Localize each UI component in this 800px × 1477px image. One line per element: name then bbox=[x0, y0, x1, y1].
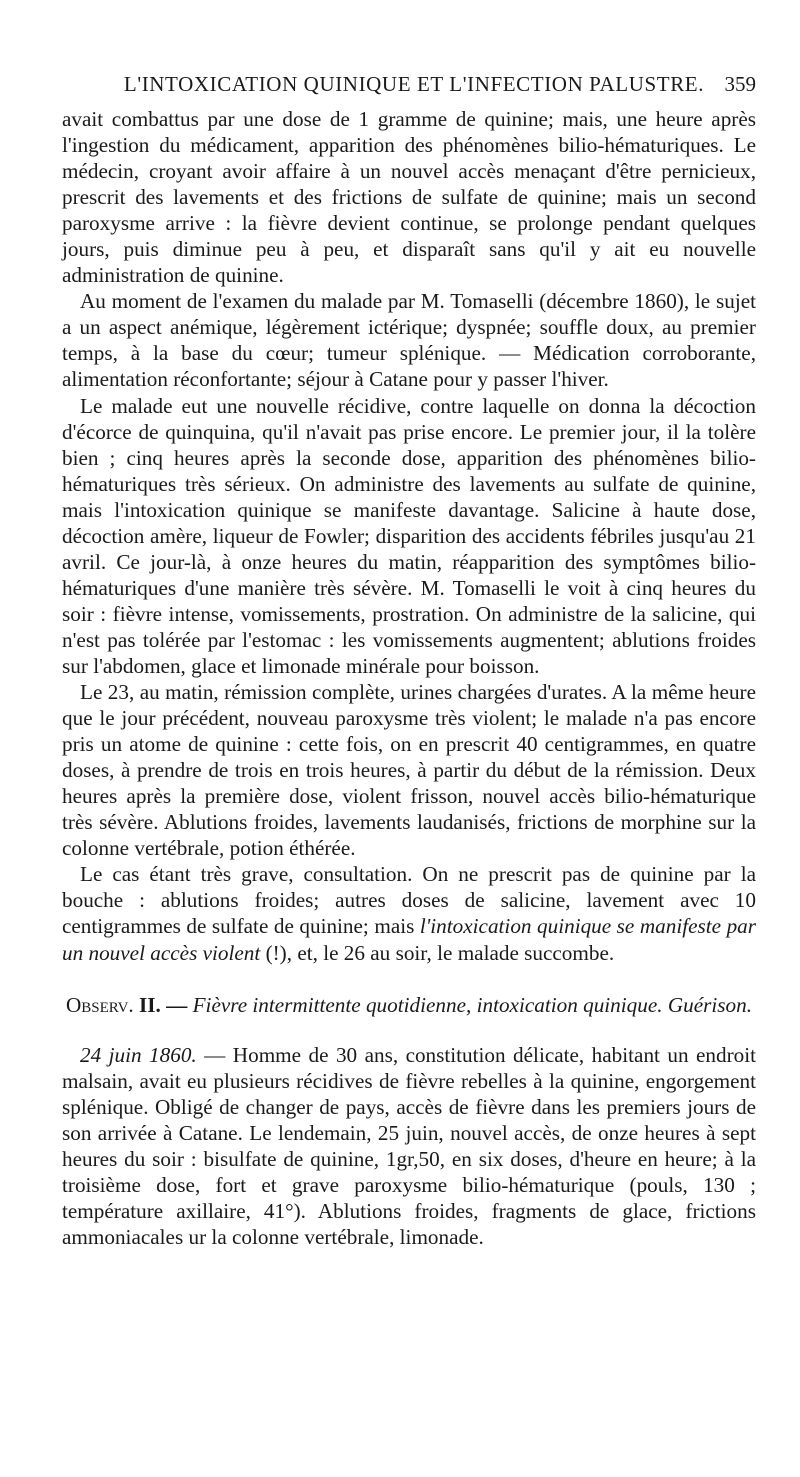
case-date-text: 24 juin 1860. bbox=[80, 1042, 197, 1067]
paragraph: avait combattus par une dose de 1 gramme de quinine; mais, une heure après l'ingestion du médicament, apparition des phénomènes bilio-hématuriques. Le médecin, croyant avoir affaire à un nouvel accès menaçant d'être pernicieux, prescrit des lavements et des frictions de sulfate de quinine; mais un second paroxysme arrive : la fièvre devient continue, se prolonge pendant quelques jours, puis diminue peu à peu, et disparaît sans qu'il y ait eu nouvelle administration de quinine. bbox=[62, 107, 756, 288]
running-head bbox=[62, 72, 756, 106]
final-text-before: Le cas étant très grave, consultation. On ne prescrit pas de quinine par la bouche : ablutions froides; autres doses de salicine, lavement avec 10 centigrammes de sulfate de quinine; mais bbox=[62, 862, 756, 939]
paragraph: Le malade eut une nouvelle récidive, contre laquelle on donna la décoction d'écorce de quinquina, qu'il n'avait pas prise encore. Le premier jour, il la tolère bien ; cinq heures après la seconde dose, apparition des phénomènes bilio-hématuriques très sérieux. On administre des lavements au sulfate de quinine, mais l'intoxication quinique se manifeste davantage. Salicine à haute dose, décoction amère, liqueur de Fowler; disparition des accidents fébriles jusqu'au 21 avril. Ce jour-là, à onze heures du matin, réapparition des symptômes bilio-hématuriques d'une manière très sévère. M. Tomaselli le voit à cinq heures du soir : fièvre intense, vomissements, prostration. On administre de la salicine, qui n'est pas tolérée par l'estomac : les vomissements augmentent; ablutions froides sur l'abdomen, glace et limonade minérale pour boisson. bbox=[62, 393, 756, 678]
case-entry bbox=[62, 1042, 756, 1250]
observation-label: Observ. bbox=[65, 992, 134, 1017]
observation-number: II. — bbox=[139, 992, 188, 1017]
body-text bbox=[62, 106, 756, 1250]
page-number: 359 bbox=[724, 72, 756, 96]
paragraph: Le 23, au matin, rémission complète, urines chargées d'urates. A la même heure que le jour précédent, nouveau paroxysme très violent; le malade n'a pas encore pris un atome de quinine : cette fois, on en prescrit 40 centigrammes, en quatre doses, à prendre de trois en trois heures, à partir du début de la rémission. Deux heures après la première dose, violent frisson, nouvel accès bilio-hématurique très sévère. Ablutions froides, lavements laudanisés, frictions de morphine sur la colonne vertébrale, potion éthérée. bbox=[62, 680, 756, 861]
final-text-after: (!), et, le 26 au soir, le malade succombe. bbox=[260, 940, 615, 965]
case-text: — Homme de 30 ans, constitution délicate, habitant un endroit malsain, avait eu plusieurs récidives de fièvre rebelles à la quinine, engorgement splénique. Obligé de changer de pays, accès de fièvre dans les premiers jours de son arrivée à Catane. Le lendemain, 25 juin, nouvel accès, de onze heures à sept heures du soir : bisulfate de quinine, 1gr,50, en six doses, d'heure en heure; à la troisième dose, fort et grave paroxysme bilio-hématurique (pouls, 130 ; température axillaire, 41°). Ablutions froides, fragments de glace, frictions ammoniacales ur la colonne vertébrale, limonade. bbox=[62, 1042, 757, 1249]
case-date bbox=[80, 1043, 197, 1067]
paragraph-final bbox=[62, 861, 756, 965]
paragraph: Au moment de l'examen du malade par M. Tomaselli (décembre 1860), le sujet a un aspect anémique, légèrement ictérique; dyspnée; souffle doux, au premier temps, à la base du cœur; tumeur splénique. — Médication corroborante, alimentation réconfortante; séjour à Catane pour y passer l'hiver. bbox=[62, 289, 756, 392]
running-title: L'INTOXICATION QUINIQUE ET L'INFECTION PALUSTRE. bbox=[123, 72, 705, 96]
final-text-italic: l'intoxication quinique se manifeste par un nouvel accès violent bbox=[62, 914, 757, 965]
observation-title: Fièvre intermittente quotidienne, intoxication quinique. Guérison. bbox=[192, 992, 752, 1017]
observation-heading bbox=[62, 992, 756, 1018]
